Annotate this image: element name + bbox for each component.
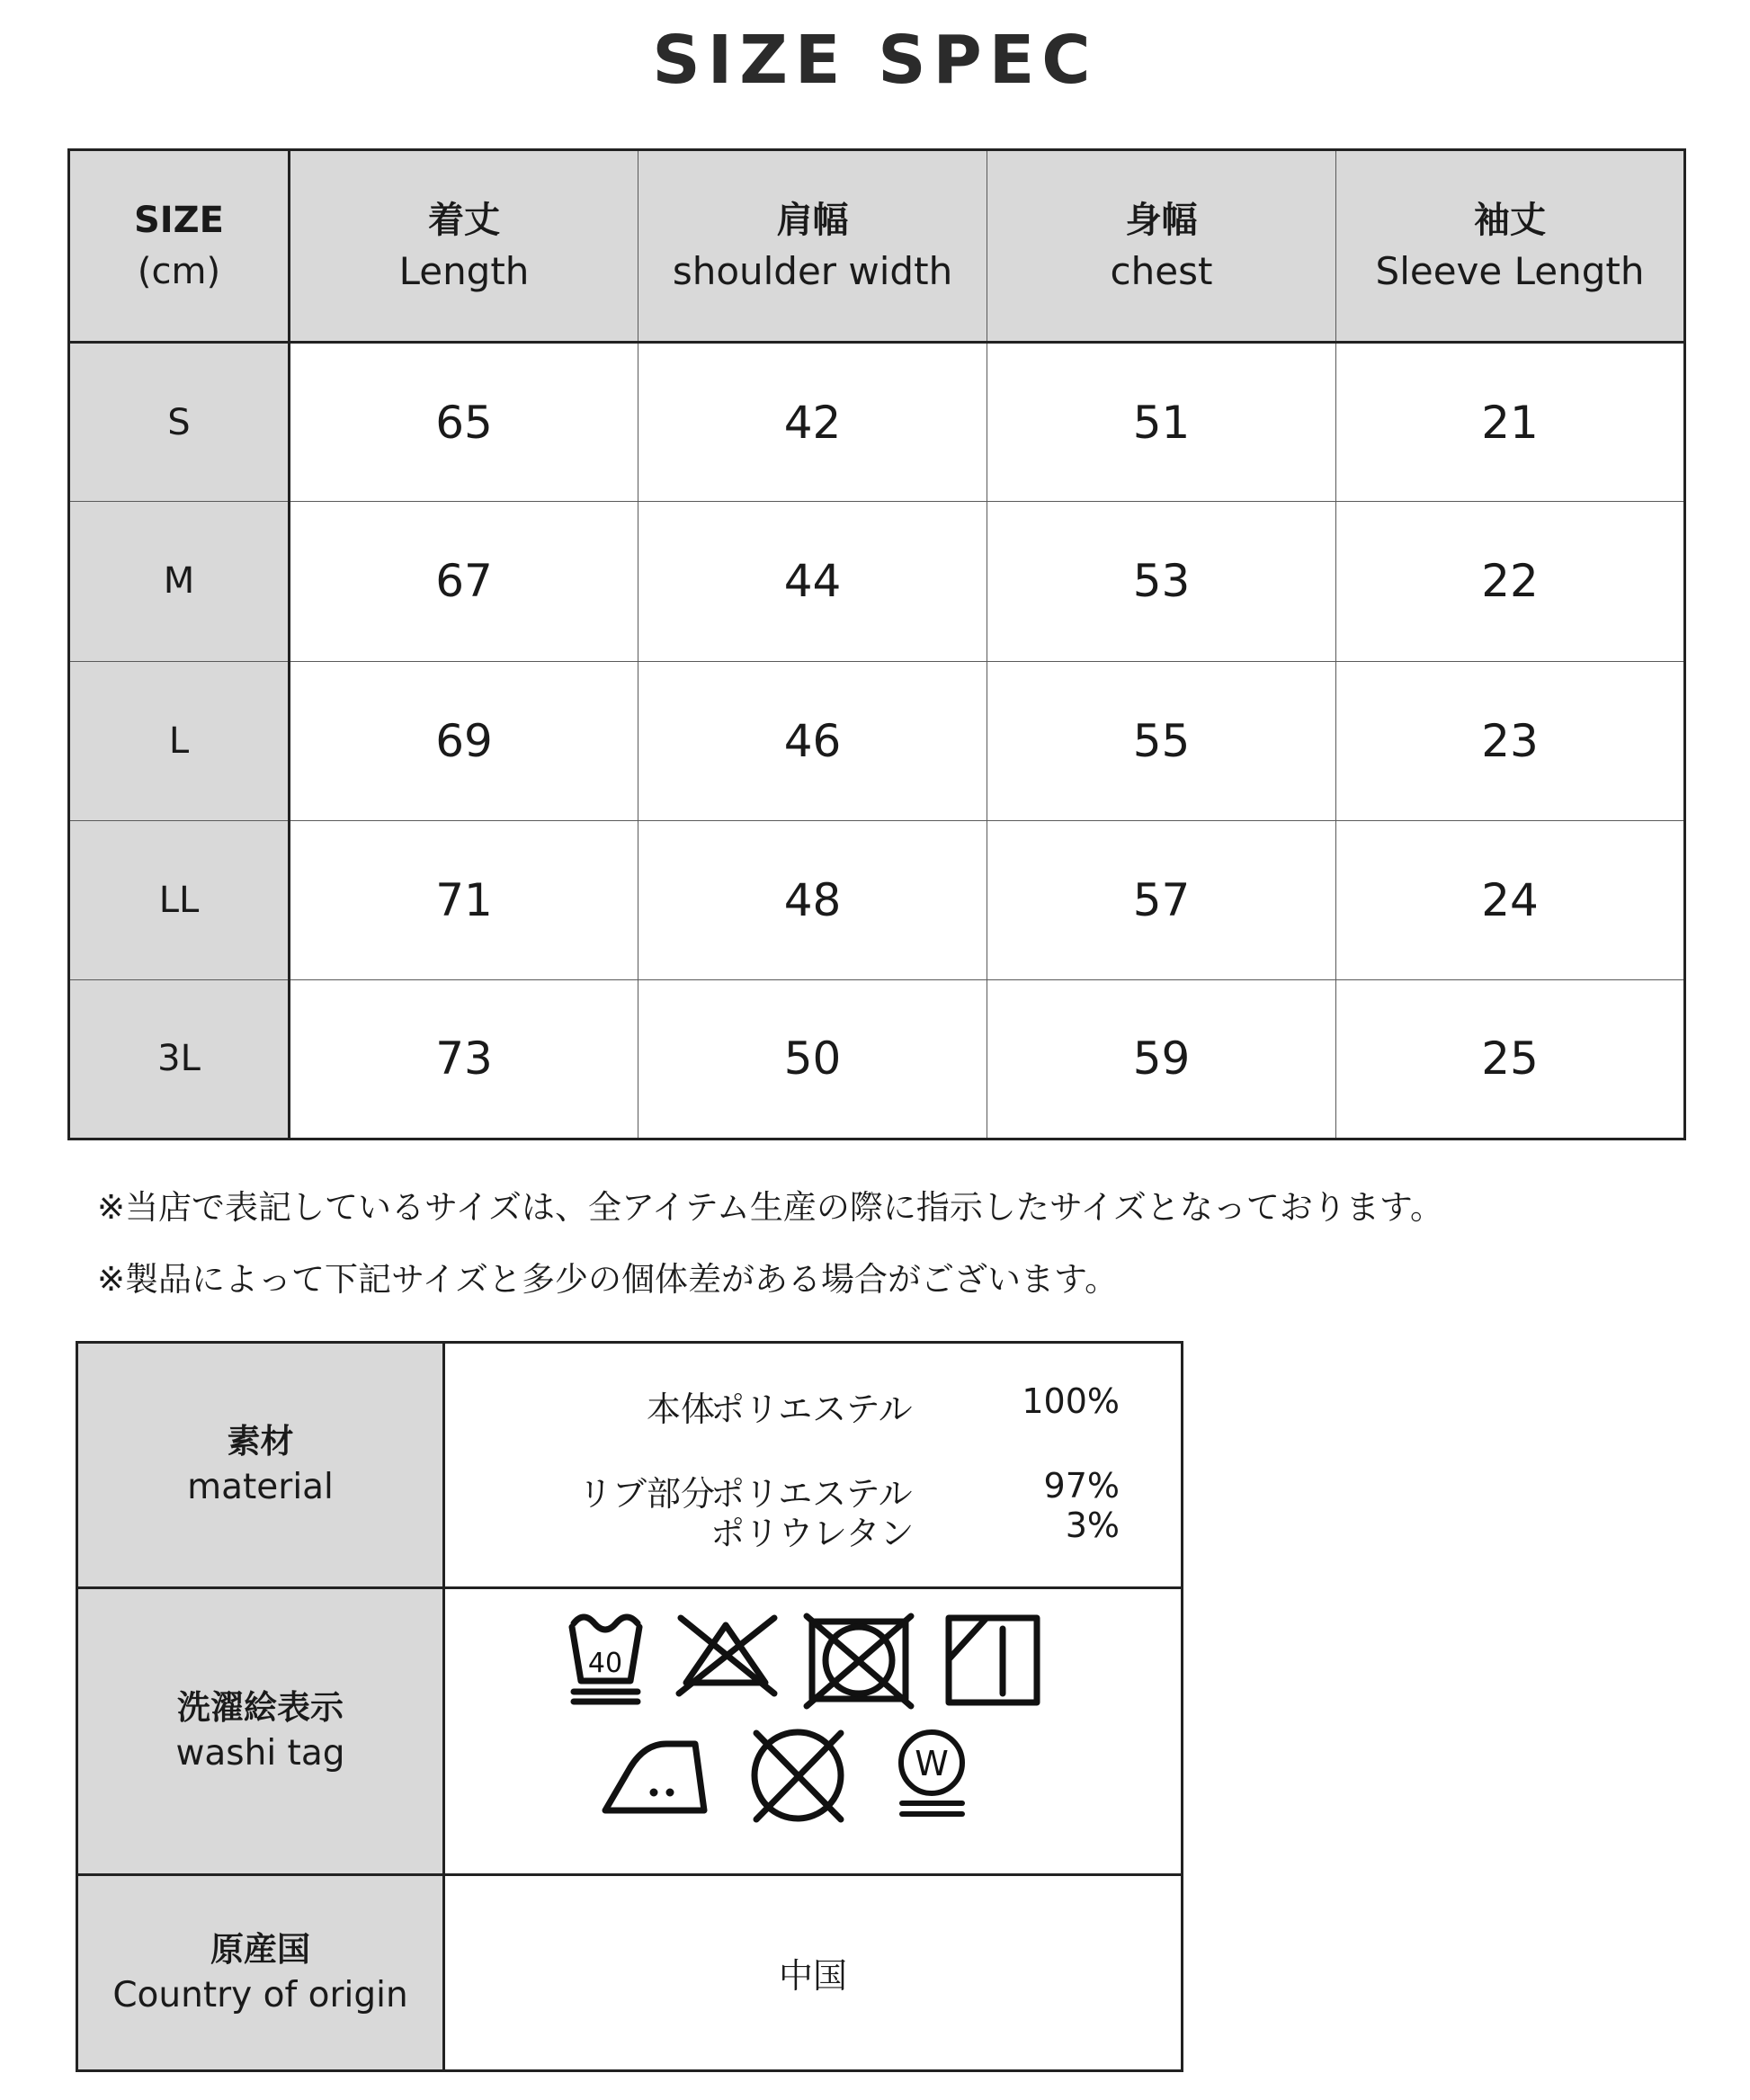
length-cell: 73 <box>290 979 638 1139</box>
material-part: リブ部分 <box>577 1474 715 1514</box>
sleeve-cell: 24 <box>1336 820 1685 979</box>
material-percent: 3% <box>1065 1506 1120 1545</box>
origin-row <box>77 1875 1183 2071</box>
size-cell: L <box>69 661 290 820</box>
header-shoulder <box>638 150 987 343</box>
wash-label-en: washi tag <box>175 1733 345 1774</box>
material-label-jp: 素材 <box>227 1422 294 1461</box>
header-size-label: SIZE <box>133 199 225 241</box>
header-sleeve-jp: 袖丈 <box>1474 199 1546 241</box>
length-cell: 65 <box>290 343 638 502</box>
material-percent: 97% <box>1043 1466 1120 1506</box>
header-sleeve <box>1336 150 1685 343</box>
table-row <box>69 343 1685 502</box>
wet-clean-icon <box>901 1732 962 1814</box>
size-spec-table <box>67 148 1686 1140</box>
product-info-table <box>76 1341 1183 2072</box>
sleeve-cell: 22 <box>1336 502 1685 661</box>
shoulder-cell: 46 <box>638 661 987 820</box>
header-size-unit: (cm) <box>137 250 221 292</box>
sleeve-cell: 25 <box>1336 979 1685 1139</box>
care-symbols <box>445 1589 1183 1873</box>
shoulder-cell: 42 <box>638 343 987 502</box>
no-dry-clean-icon <box>754 1732 841 1819</box>
shoulder-cell: 50 <box>638 979 987 1139</box>
header-chest <box>987 150 1336 343</box>
wash-label-jp: 洗濯絵表示 <box>177 1688 344 1727</box>
material-label-cell <box>77 1343 444 1588</box>
origin-label-en: Country of origin <box>112 1974 408 2015</box>
header-shoulder-en: shoulder width <box>672 248 953 293</box>
size-cell: LL <box>69 820 290 979</box>
wash-row <box>77 1588 1183 1875</box>
wash-label-cell <box>77 1588 444 1875</box>
table-row <box>69 661 1685 820</box>
material-percent: 100% <box>1022 1381 1120 1421</box>
header-shoulder-jp: 肩幅 <box>776 199 849 241</box>
material-value-cell <box>444 1343 1183 1588</box>
chest-cell: 59 <box>987 979 1336 1139</box>
header-length-en: Length <box>398 248 530 293</box>
material-part: 本体 <box>646 1390 715 1429</box>
chest-cell: 51 <box>987 343 1336 502</box>
size-cell: S <box>69 343 290 502</box>
wash-temp-label: 40 <box>587 1648 623 1679</box>
shoulder-cell: 44 <box>638 502 987 661</box>
line-dry-icon <box>949 1618 1037 1702</box>
length-cell: 71 <box>290 820 638 979</box>
material-fabric: ポリエステル <box>710 1390 913 1429</box>
origin-value: 中国 <box>444 1875 1183 2071</box>
header-chest-en: chest <box>1110 248 1213 293</box>
header-sleeve-en: Sleeve Length <box>1375 248 1645 293</box>
material-row <box>77 1343 1183 1588</box>
size-cell: M <box>69 502 290 661</box>
no-tumble-dry-icon <box>807 1616 911 1706</box>
variance-note: ※製品によって下記サイズと多少の個体差がある場合がございます。 <box>97 1260 1119 1299</box>
material-fabric: ポリウレタン <box>710 1514 915 1553</box>
table-row <box>69 502 1685 661</box>
length-cell: 69 <box>290 661 638 820</box>
material-label-en: material <box>187 1467 334 1507</box>
wash-icons-cell <box>444 1588 1183 1875</box>
wash-40-icon <box>572 1617 639 1702</box>
sleeve-cell: 21 <box>1336 343 1685 502</box>
table-header-row <box>69 150 1685 343</box>
shoulder-cell: 48 <box>638 820 987 979</box>
sleeve-cell: 23 <box>1336 661 1685 820</box>
page-title: SIZE SPEC <box>652 22 1098 99</box>
size-note: ※当店で表記しているサイズは、全アイテム生産の際に指示したサイズとなっております。 <box>97 1188 1443 1227</box>
size-cell: 3L <box>69 979 290 1139</box>
length-cell: 67 <box>290 502 638 661</box>
header-chest-jp: 身幅 <box>1125 199 1198 241</box>
iron-medium-icon <box>605 1744 704 1810</box>
header-length <box>290 150 638 343</box>
header-size <box>69 150 290 343</box>
header-length-jp: 着丈 <box>428 199 500 241</box>
table-row <box>69 820 1685 979</box>
table-row <box>69 979 1685 1139</box>
chest-cell: 55 <box>987 661 1336 820</box>
no-bleach-icon <box>679 1618 774 1693</box>
chest-cell: 53 <box>987 502 1336 661</box>
origin-label-cell <box>77 1875 444 2071</box>
chest-cell: 57 <box>987 820 1336 979</box>
wet-clean-letter: W <box>915 1744 949 1783</box>
origin-label-jp: 原産国 <box>210 1929 310 1969</box>
material-fabric: ポリエステル <box>710 1474 913 1514</box>
